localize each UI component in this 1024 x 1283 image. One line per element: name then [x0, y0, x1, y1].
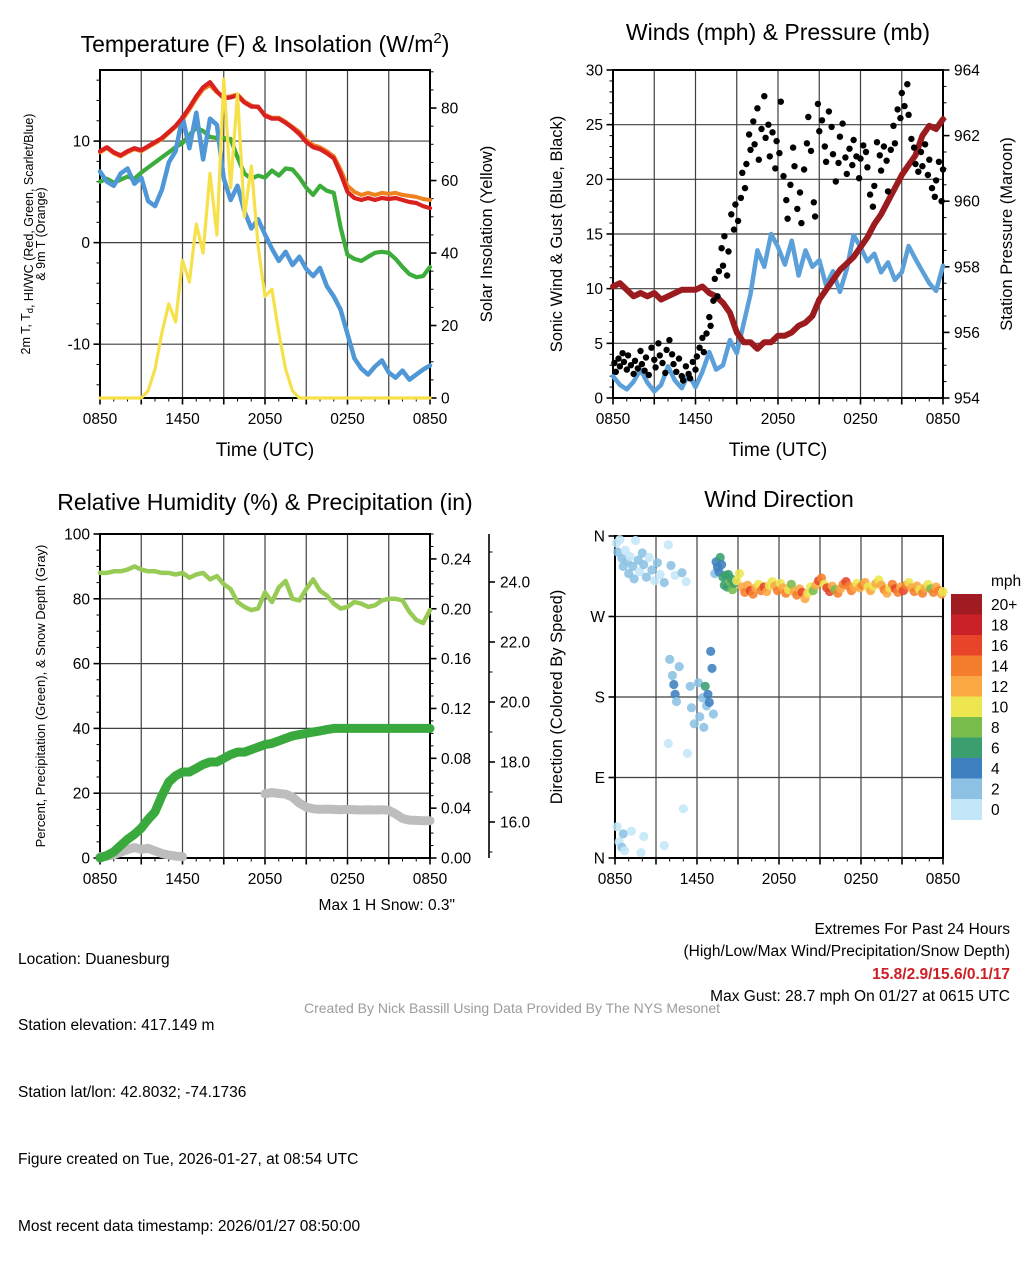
y-right-tick-label: 958: [954, 259, 980, 277]
x-tick-label: 2050: [247, 871, 283, 888]
x-tick-label: 1450: [165, 871, 200, 888]
data-dot: [735, 569, 744, 578]
colorbar-label: 18: [991, 617, 1009, 635]
data-dot: [932, 194, 938, 200]
y-left-tick-label: 0: [81, 235, 90, 253]
colorbar-label: 12: [991, 678, 1009, 696]
credit-line: Created By Nick Bassill Using Data Provided By The NYS Mesonet: [303, 1000, 721, 1016]
data-dot: [765, 122, 771, 128]
data-dot: [687, 703, 696, 712]
data-dot: [819, 117, 825, 123]
x-tick-label: 0250: [843, 411, 878, 428]
data-dot: [720, 263, 726, 269]
extremes-values: 15.8/2.9/15.6/0.1/17: [872, 965, 1010, 983]
chart-title: Relative Humidity (%) & Precipitation (in): [57, 489, 473, 515]
data-dot: [933, 177, 939, 183]
data-dot: [758, 126, 764, 132]
data-dot: [694, 353, 700, 359]
data-dot: [754, 105, 760, 111]
data-dot: [837, 134, 843, 140]
chart-title: Wind Direction: [704, 486, 854, 512]
y-left-tick-label: 80: [72, 591, 90, 609]
y-left-tick-label: 10: [72, 133, 90, 151]
data-dot: [657, 352, 663, 358]
y-left-tick-label: 30: [585, 62, 603, 80]
data-dot: [883, 158, 889, 164]
colorbar-swatch: [951, 697, 982, 718]
data-dot: [739, 170, 745, 176]
data-dot: [712, 276, 718, 282]
y-left-tick-label: 0: [594, 390, 603, 408]
data-dot: [904, 81, 910, 87]
extremes-block: [684, 919, 1011, 1009]
data-dot: [619, 829, 628, 838]
y-right-axis-title: Station Pressure (Maroon): [998, 137, 1016, 331]
data-dot: [656, 570, 665, 579]
data-dot: [874, 139, 880, 145]
data-dot: [625, 552, 634, 561]
data-dot: [762, 135, 768, 141]
data-dot: [901, 103, 907, 109]
x-tick-label: 2050: [760, 411, 796, 428]
data-dot: [630, 371, 636, 377]
data-dot: [660, 841, 669, 850]
extremes-title: Extremes For Past 24 Hours: [814, 921, 1010, 938]
y-right-tick-label: 0.08: [441, 750, 472, 768]
data-dot: [794, 206, 800, 212]
data-dot: [725, 248, 731, 254]
data-dot: [716, 268, 722, 274]
data-dot: [846, 146, 852, 152]
data-dot: [672, 697, 681, 706]
data-timestamp: Most recent data timestamp: 2026/01/27 08:50:00: [18, 1218, 361, 1236]
data-dot: [797, 189, 803, 195]
data-dot: [926, 157, 932, 163]
data-dot: [849, 162, 855, 168]
data-dot: [811, 199, 817, 205]
colorbar-label: 0: [991, 801, 1000, 819]
y-left-tick-label: 40: [72, 720, 90, 738]
y-left-tick-label: 0: [81, 850, 90, 868]
data-dot: [857, 155, 863, 161]
data-dot: [894, 106, 900, 112]
snow-axis-tick-label: 22.0: [500, 634, 531, 652]
colorbar-swatch: [951, 799, 982, 820]
data-dot: [690, 359, 696, 365]
colorbar-swatch: [951, 656, 982, 677]
colorbar-swatch: [951, 758, 982, 779]
data-dot: [767, 153, 773, 159]
data-dot: [664, 739, 673, 748]
data-dot: [655, 340, 661, 346]
colorbar-label: 14: [991, 658, 1009, 676]
data-dot: [780, 173, 786, 179]
data-dot: [877, 152, 883, 158]
y-left-tick-label: E: [594, 770, 605, 787]
colorbar-swatch: [951, 738, 982, 759]
data-dot: [772, 165, 778, 171]
data-dot: [812, 213, 818, 219]
data-dot: [888, 147, 894, 153]
colorbar-label: 8: [991, 719, 1000, 737]
data-dot: [718, 245, 724, 251]
data-dot: [938, 198, 944, 204]
data-dot: [659, 360, 665, 366]
data-dot: [709, 709, 718, 718]
data-dot: [823, 159, 829, 165]
data-dot: [665, 655, 674, 664]
data-dot: [636, 848, 645, 857]
x-tick-label: 2050: [761, 871, 797, 888]
data-dot: [625, 352, 631, 358]
data-dot: [646, 372, 652, 378]
data-dot: [816, 128, 822, 134]
data-dot: [828, 124, 834, 130]
scatter-wind-direction-colored-by-speed-: [612, 535, 948, 857]
data-dot: [703, 690, 712, 699]
y-left-tick-label: 60: [72, 656, 90, 674]
x-tick-label: 0250: [330, 411, 365, 428]
data-dot: [673, 369, 679, 375]
data-dot: [738, 195, 744, 201]
y-left-tick-label: 20: [585, 171, 603, 189]
y-left-tick-label: 5: [594, 335, 603, 353]
data-dot: [679, 804, 688, 813]
data-dot: [680, 377, 686, 383]
y-left-tick-label: 100: [64, 526, 90, 544]
data-dot: [919, 163, 925, 169]
data-dot: [676, 355, 682, 361]
data-dot: [653, 558, 662, 567]
data-dot: [747, 147, 753, 153]
station-location: Location: Duanesburg: [18, 950, 170, 968]
data-dot: [776, 150, 782, 156]
data-dot: [773, 138, 779, 144]
data-dot: [756, 157, 762, 163]
data-dot: [731, 226, 737, 232]
snow-axis-tick-label: 16.0: [500, 814, 531, 832]
x-tick-label: 0250: [843, 871, 879, 888]
y-right-axis-title: Solar Insolation (Yellow): [478, 145, 496, 323]
data-dot: [815, 101, 821, 107]
colorbar-swatch: [951, 594, 982, 615]
data-dot: [742, 185, 748, 191]
x-tick-label: 0250: [330, 871, 365, 888]
data-dot: [783, 197, 789, 203]
data-dot: [905, 112, 911, 118]
y-right-tick-label: 0.00: [441, 850, 472, 868]
data-dot: [864, 164, 870, 170]
data-dot: [631, 536, 640, 545]
x-tick-label: 2050: [247, 411, 283, 428]
data-dot: [863, 149, 869, 155]
data-dot: [660, 578, 669, 587]
data-dot: [728, 211, 734, 217]
x-tick-label: 0850: [595, 411, 631, 428]
y-left-tick-label: 20: [72, 785, 90, 803]
y-right-tick-label: 0.04: [441, 800, 472, 818]
data-dot: [870, 204, 876, 210]
data-dot: [911, 144, 917, 150]
colorbar-label: 6: [991, 740, 1000, 758]
data-dot: [918, 149, 924, 155]
data-dot: [621, 359, 627, 365]
data-dot: [643, 354, 649, 360]
max-gust-line: Max Gust: 28.7 mph On 01/27 at 0615 UTC: [710, 988, 1010, 1006]
data-dot: [938, 587, 947, 596]
data-dot: [670, 361, 676, 367]
y-left-axis-title: Direction (Colored By Speed): [548, 589, 566, 805]
data-dot: [842, 154, 848, 160]
chart-title: Winds (mph) & Pressure (mb): [625, 19, 931, 45]
data-dot: [666, 337, 672, 343]
data-dot: [830, 151, 836, 157]
data-dot: [856, 175, 862, 181]
x-tick-label: 0850: [925, 871, 961, 888]
data-dot: [925, 172, 931, 178]
data-dot: [666, 561, 675, 570]
data-dot: [668, 671, 677, 680]
x-tick-label: 0850: [82, 871, 118, 888]
data-dot: [663, 347, 669, 353]
x-tick-label: 1450: [165, 411, 200, 428]
y-right-tick-label: 0.12: [441, 700, 472, 718]
x-axis-title: Time (UTC): [728, 440, 828, 461]
data-dot: [695, 712, 704, 721]
data-dot: [639, 832, 648, 841]
data-dot: [808, 148, 814, 154]
y-right-tick-label: 20: [441, 318, 459, 336]
y-right-tick-label: 0.16: [441, 651, 472, 669]
y-left-tick-label: N: [593, 850, 605, 868]
data-dot: [844, 171, 850, 177]
data-dot: [699, 723, 708, 732]
data-dot: [683, 363, 689, 369]
data-dot: [706, 647, 715, 656]
y-left-tick-label: 15: [585, 226, 603, 244]
chart-title: Temperature (F) & Insolation $(W/m^2)$: [80, 30, 450, 57]
data-dot: [871, 183, 877, 189]
data-dot: [686, 682, 695, 691]
y-right-tick-label: 0.24: [441, 551, 472, 569]
data-dot: [619, 350, 625, 356]
data-dot: [804, 140, 810, 146]
data-dot: [703, 330, 709, 336]
colorbar-label: 16: [991, 637, 1009, 655]
station-latlon: Station lat/lon: 42.8032; -74.1736: [18, 1084, 247, 1102]
data-dot: [682, 577, 691, 586]
y-left-tick-label: -10: [67, 336, 90, 354]
data-dot: [885, 188, 891, 194]
data-dot: [850, 137, 856, 143]
data-dot: [835, 160, 841, 166]
data-dot: [613, 369, 619, 375]
extremes-subtitle: (High/Low/Max Wind/Precipitation/Snow Depth): [683, 943, 1010, 961]
y-left-axis-title: Sonic Wind & Gust (Blue, Black): [548, 115, 566, 353]
station-elevation: Station elevation: 417.149 m: [18, 1017, 215, 1035]
colorbar-swatch: [951, 717, 982, 738]
data-dot: [867, 191, 873, 197]
y-left-tick-label: 10: [585, 281, 603, 299]
y-right-tick-label: 80: [441, 100, 459, 118]
data-dot: [692, 366, 698, 372]
data-dot: [706, 314, 712, 320]
data-dot: [912, 161, 918, 167]
data-dot: [639, 361, 645, 367]
snow-axis-tick-label: 24.0: [500, 574, 531, 592]
data-dot: [637, 348, 643, 354]
data-dot: [743, 161, 749, 167]
y-left-tick-label: W: [590, 609, 605, 626]
data-dot: [705, 698, 714, 707]
y-right-tick-label: 40: [441, 245, 459, 263]
y-right-tick-label: 954: [954, 390, 980, 408]
data-dot: [721, 233, 727, 239]
x-tick-label: 0850: [597, 871, 633, 888]
data-dot: [940, 166, 946, 172]
data-dot: [878, 167, 884, 173]
data-dot: [805, 114, 811, 120]
temperature-insolation-chart: [19, 30, 496, 461]
data-dot: [881, 143, 887, 149]
data-dot: [761, 93, 767, 99]
data-dot: [826, 108, 832, 114]
snow-axis-tick-label: 20.0: [500, 694, 531, 712]
data-dot: [778, 99, 784, 105]
figure-created: Figure created on Tue, 2026-01-27, at 08:54 UTC: [18, 1151, 359, 1169]
colorbar-label: 10: [991, 699, 1009, 717]
data-dot: [791, 163, 797, 169]
y-left-axis-title: Percent, Precipitation (Green), & Snow Depth (Gray): [33, 544, 48, 848]
data-dot: [669, 351, 675, 357]
colorbar-swatch: [951, 779, 982, 800]
colorbar-swatch: [951, 635, 982, 656]
x-tick-label: 1450: [679, 871, 715, 888]
data-dot: [897, 115, 903, 121]
colorbar-label: 4: [991, 760, 1000, 778]
x-tick-label: 1450: [678, 411, 713, 428]
data-dot: [612, 822, 621, 831]
data-dot: [899, 90, 905, 96]
data-dot: [632, 358, 638, 364]
x-tick-label: 0850: [82, 411, 118, 428]
data-dot: [683, 749, 692, 758]
data-dot: [892, 140, 898, 146]
data-dot: [769, 129, 775, 135]
wind-direction-chart: [548, 486, 1021, 888]
x-axis-title: Time (UTC): [215, 440, 315, 461]
data-dot: [677, 568, 686, 577]
colorbar-label: 20+: [991, 596, 1018, 614]
data-dot: [645, 553, 654, 562]
data-dot: [839, 120, 845, 126]
data-dot: [707, 664, 716, 673]
data-dot: [746, 131, 752, 137]
data-dot: [908, 136, 914, 142]
y-left-axis-title: 2m T, $T_d$, HI/WC (Red, Green, Scarlet/Blue): [19, 113, 36, 355]
data-dot: [615, 355, 621, 361]
data-dot: [784, 216, 790, 222]
y-right-tick-label: 0.20: [441, 601, 472, 619]
data-dot: [750, 118, 756, 124]
data-dot: [664, 540, 673, 549]
data-dot: [724, 272, 730, 278]
data-dot: [687, 375, 693, 381]
data-dot: [833, 178, 839, 184]
data-dot: [801, 166, 807, 172]
data-dot: [652, 364, 658, 370]
y-right-tick-label: 962: [954, 128, 980, 146]
data-dot: [936, 159, 942, 165]
data-dot: [669, 680, 678, 689]
snow-axis-tick-label: 18.0: [500, 754, 531, 772]
data-dot: [922, 141, 928, 147]
y-left-tick-label: N: [593, 528, 605, 546]
data-dot: [651, 357, 657, 363]
max-snow-note: Max 1 H Snow: 0.3": [318, 897, 455, 914]
data-dot: [929, 185, 935, 191]
y-right-tick-label: 960: [954, 193, 980, 211]
data-dot: [707, 323, 713, 329]
data-dot: [915, 169, 921, 175]
data-dot: [662, 370, 668, 376]
y-right-tick-label: 60: [441, 173, 459, 191]
data-dot: [860, 142, 866, 148]
winds-pressure-chart: [548, 19, 1016, 461]
humidity-precip-chart: [33, 489, 531, 888]
data-dot: [648, 345, 654, 351]
y-right-tick-label: 956: [954, 324, 980, 342]
data-dot: [615, 535, 624, 544]
data-dot: [627, 827, 636, 836]
y-left-tick-label: S: [594, 689, 605, 707]
colorbar-swatch: [951, 615, 982, 636]
data-dot: [701, 682, 710, 691]
data-dot: [822, 143, 828, 149]
y-left-tick-label: 25: [585, 117, 603, 135]
data-dot: [798, 220, 804, 226]
data-dot: [890, 123, 896, 129]
y-right-tick-label: 0: [441, 390, 450, 408]
station-info: [18, 904, 360, 1283]
data-dot: [735, 218, 741, 224]
data-dot: [787, 182, 793, 188]
data-dot: [751, 141, 757, 147]
colorbar-label: 2: [991, 781, 1000, 799]
colorbar-title: mph: [991, 573, 1022, 590]
x-tick-label: 0850: [925, 411, 961, 428]
data-dot: [675, 662, 684, 671]
data-dot: [701, 349, 707, 355]
data-dot: [714, 293, 720, 299]
data-dot: [732, 201, 738, 207]
x-tick-label: 0850: [412, 871, 448, 888]
y-left-axis-title: & 9m T (Orange): [34, 187, 48, 281]
data-dot: [717, 560, 726, 569]
y-right-tick-label: 964: [954, 62, 980, 80]
x-tick-label: 0850: [412, 411, 448, 428]
colorbar-swatch: [951, 676, 982, 697]
data-dot: [790, 144, 796, 150]
data-dot: [620, 846, 629, 855]
